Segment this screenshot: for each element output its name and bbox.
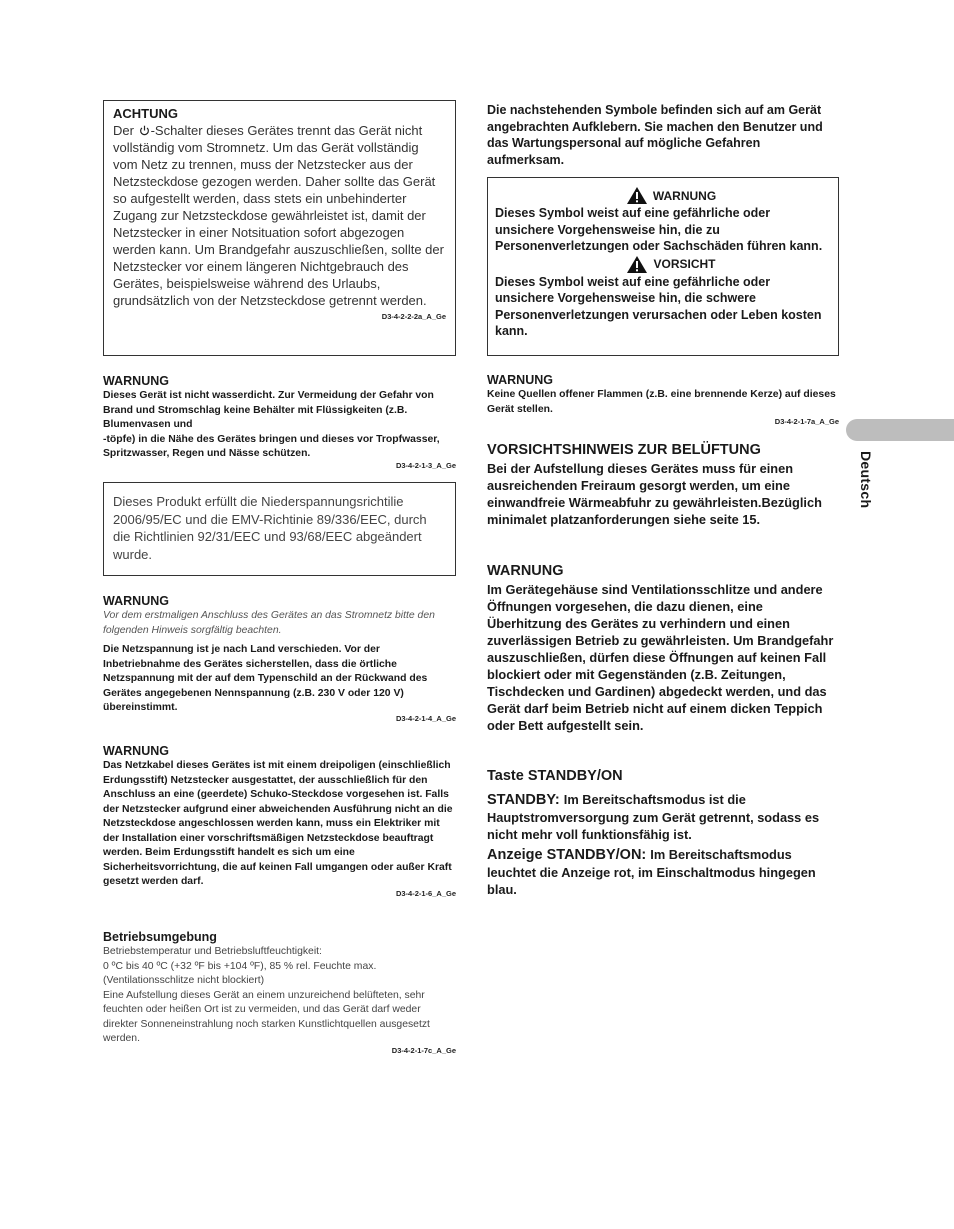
warnung-symbol-label: WARNUNG [652,188,717,203]
standby-section [487,767,839,898]
lvd-box [103,482,456,576]
standby-label: STANDBY: [487,792,564,808]
warnung-flamme-section [487,372,839,427]
warnung-netz-title: WARNUNG [103,594,169,608]
warnung-netz-italic: Vor dem erstmaligen Anschluss des Gerätes an das Stromnetz bitte den folgenden Hinweis sorgfältig beachten. [103,610,435,636]
standby-indicator-paragraph [487,846,839,898]
warnung-wasser-title: WARNUNG [103,374,169,388]
symbols-box [487,177,839,356]
warnung-wasser-section [103,373,456,471]
betrieb-code: D3-4-2-1-7c_A_Ge [391,1045,456,1055]
standby-indicator-text: Im Bereitschaftsmodus leuchtet die Anzeige rot, im Einschaltmodus hingegen blau. [487,847,816,897]
warnung-wasser-text2: -töpfe) in die Nähe des Gerätes bringen und dieses vor Tropfwasser, Spritzwasser, Regen und Nässe schützen. [103,433,440,459]
betrieb-title: Betriebsumgebung [103,930,217,944]
warnung-vent-text: Im Gerätegehäuse sind Ventilationsschlitze und andere Öffnungen vorgesehen, die dazu dienen, eine Überhitzung des Gerätes zu verhindern und einen zuverlässigen Betrieb zu gewährleisten. Um Brandgefahr auszuschließen, dürfen diese Öffnungen auf keinen Fall blockiert oder mit Gegenständen (z.B. Zeitungen, Tischdecken und Gardinen) abgedeckt werden, und das Gerät darf beim Betrieb nicht auf einem dicken Teppich oder Bett aufgestellt sein. [487,582,834,733]
warnung-flamme-title: WARNUNG [487,373,553,387]
warnung-netz-section [103,593,456,724]
warnung-kabel-code: D3-4-2-1-6_A_Ge [395,888,456,898]
standby-paragraph [487,791,839,843]
warnung-symbol-text: Dieses Symbol weist auf eine gefährliche oder unsichere Vorgehensweise hin, die zu Personenverletzungen oder Sachschäden führen kann. [495,206,823,253]
warnung-kabel-title: WARNUNG [103,744,169,758]
achtung-box [103,100,456,356]
betrieb-section [103,929,456,1056]
belueftung-title: VORSICHTSHINWEIS ZUR BELÜFTUNG [487,442,761,458]
symbols-intro: Die nachstehenden Symbole befinden sich auf am Gerät angebrachten Aufklebern. Sie machen den Benutzer und das Wartungspersonal auf mögliche Gefahren aufmerksam. [487,103,823,167]
warnung-flamme-text: Keine Quellen offener Flammen (z.B. eine brennende Kerze) auf dieses Gerät stellen. [487,389,836,415]
achtung-text: Der -Schalter dieses Gerätes trennt das Gerät nicht vollständig vom Stromnetz. Um das Gerät vollständig vom Netz zu trennen, muss der Netzstecker aus der Netzsteckdose gezogen werden. Daher sollte das Gerät so aufgestellt werden, dass stets ein unbehinderter Zugang zur Netzsteckdose gewährleistet ist, damit der Netzstecker in einer Notsituation sofort abgezogen werden kann. Um Brandgefahr auszuschließen, sollte der Netzstecker vor einem längeren Nichtgebrauch des Gerätes, beispielsweise während des Urlaubs, grundsätzlich von der Netzsteckdose getrennt werden. [113,123,444,308]
vorsicht-symbol-header [511,255,831,274]
warnung-vent-title: WARNUNG [487,563,564,579]
achtung-code: D3-4-2-2-2a_A_Ge [381,312,446,321]
standby-indicator-label: Anzeige STANDBY/ON: [487,847,651,863]
vorsicht-symbol-label: VORSICHT [653,257,716,271]
power-icon [139,123,150,134]
vorsicht-symbol-text: Dieses Symbol weist auf eine gefährliche oder unsichere Vorgehensweise hin, die schwere Personenverletzungen verursachen oder Leben kosten kann. [495,274,822,338]
warnung-netz-text: Die Netzspannung ist je nach Land verschieden. Vor der Inbetriebnahme des Gerätes sicherstellen, dass die örtliche Netzspannung mit der auf dem Typenschild an der Rückwand des Gerätes angegebenen Nennspannung (z.B. 230 V oder 120 V) übereinstimmt. [103,644,428,713]
warnung-netz-code: D3-4-2-1-4_A_Ge [395,713,456,723]
betrieb-line3: (Ventilationsschlitze nicht blockiert) [103,975,265,986]
language-tab [846,419,954,441]
warnung-wasser-text: Dieses Gerät ist nicht wasserdicht. Zur Vermeidung der Gefahr von Brand und Stromschlag keine Behälter mit Flüssigkeiten (z.B. Blumenvasen und [103,390,434,430]
standby-text: Im Bereitschaftsmodus ist die Hauptstromversorgung zum Gerät getrennt, sodass es nicht mehr voll funktionsfähig ist. [487,792,820,842]
lvd-text: Dieses Produkt erfüllt die Niederspannungsrichtilie 2006/95/EC und die EMV-Richtinie 89/336/EEC, durch die Richtlinien 92/31/EEC und 93/68/EEC abgeändert wurde. [113,494,427,562]
warnung-kabel-text: Das Netzkabel dieses Gerätes ist mit einem dreipoligen (einschließlich Erdungsstift) Netzstecker ausgestattet, der ausschließlich für den Anschluss an eine (geerdete) Schuko-Steckdose vorgesehen ist. Falls der Netzstecker aufgrund einer abweichenden Ausführung nicht an die Netzsteckdose angeschlossen werden kann, muss ein Elektriker mit der Installation einer vorschriftsmäßigen Netzsteckdose beauftragt werden. Beim Erdungsstift handelt es sich um eine Sicherheitsvorrichtung, die auf keinen Fall umgangen oder außer Kraft gesetzt werden darf. [103,760,453,887]
caution-triangle-icon [626,255,648,274]
betrieb-line4: Eine Aufstellung dieses Gerät an einem unzureichend belüfteten, sehr feuchten oder heißen Ort ist zu vermeiden, und das Gerät darf weder direkter Sonneneinstrahlung noch starken Kunstlichtquellen ausgesetzt werden. [103,989,430,1044]
language-label: Deutsch [858,451,874,509]
warnung-flamme-code: D3-4-2-1-7a_A_Ge [774,417,839,426]
achtung-title: ACHTUNG [113,106,178,121]
betrieb-line2: 0 ºC bis 40 ºC (+32 ºF bis +104 ºF), 85 % rel. Feuchte max. [103,960,377,972]
warning-triangle-icon [626,186,648,205]
standby-title: Taste STANDBY/ON [487,768,623,784]
warnung-wasser-code: D3-4-2-1-3_A_Ge [395,460,456,470]
belueftung-text: Bei der Aufstellung dieses Gerätes muss für einen ausreichenden Freiraum gesorgt werden, um eine einwandfreie Wärmeabfuhr zu gewährleisten.Bezüglich minimalet platzanforderungen siehe seite 15. [487,461,822,527]
warnung-kabel-section [103,743,456,899]
warnung-symbol-header [511,186,831,205]
warnung-vent-section [487,562,839,734]
belueftung-section [487,441,839,528]
betrieb-line1: Betriebstemperatur und Betriebsluftfeuchtigkeit: [103,946,322,957]
